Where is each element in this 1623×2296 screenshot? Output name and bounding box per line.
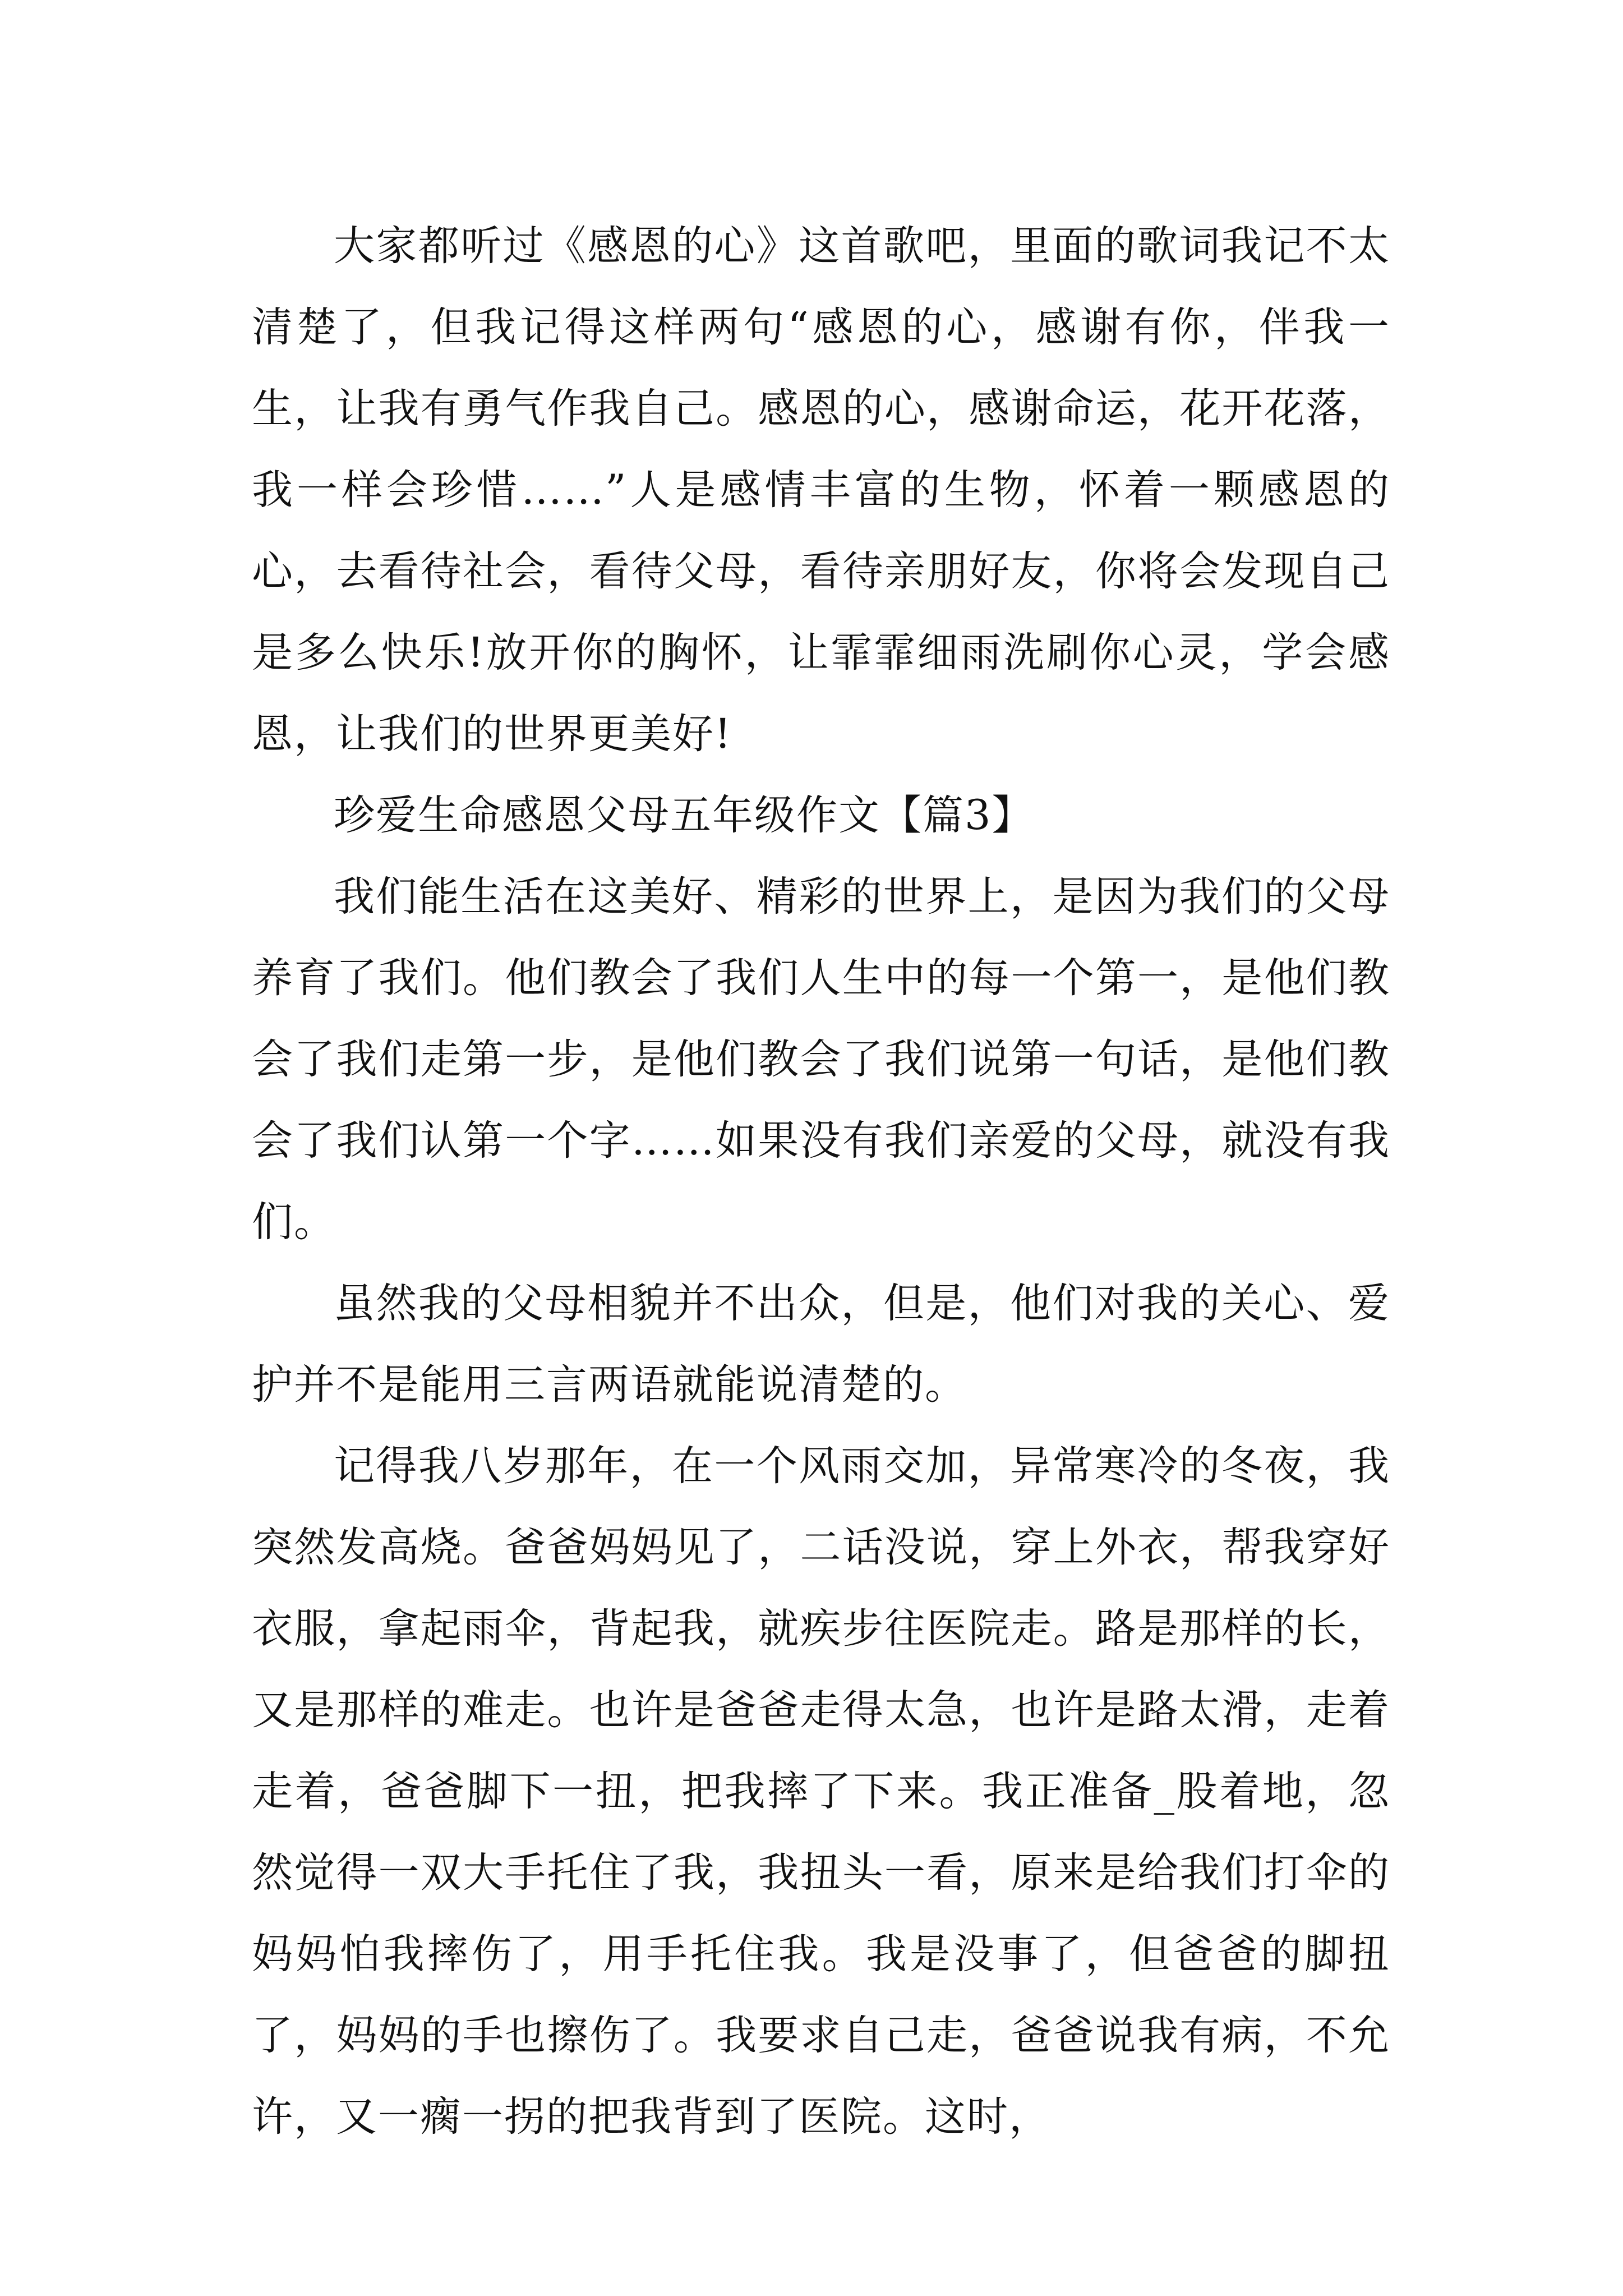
paragraph-intro: 大家都听过《感恩的心》这首歌吧，里面的歌词我记不太清楚了，但我记得这样两句“感恩的心，感谢有你，伴我一生，让我有勇气作我自己。感恩的心，感谢命运，花开花落，我一样会珍惜……”人是感情丰富的生物，怀着一颗感恩的心，去看待社会，看待父母，看待亲朋好友，你将会发现自己是多么快乐!放开你的胸怀，让霏霏细雨洗刷你心灵，学会感恩，让我们的世界更美好! (252, 222, 1390, 758)
paragraph-1: 我们能生活在这美好、精彩的世界上，是因为我们的父母养育了我们。他们教会了我们人生中的每一个第一，是他们教会了我们走第一步，是他们教会了我们说第一句话，是他们教会了我们认第一个字……如果没有我们亲爱的父母，就没有我们。 (252, 873, 1390, 1246)
document-body (252, 205, 1390, 2157)
paragraph-2: 虽然我的父母相貌并不出众，但是，他们对我的关心、爱护并不是能用三言两语就能说清楚的。 (252, 1280, 1390, 1409)
section-heading: 珍爱生命感恩父母五年级作文【篇3】 (334, 792, 1034, 839)
paragraph-3: 记得我八岁那年，在一个风雨交加，异常寒冷的冬夜，我突然发高烧。爸爸妈妈见了，二话没说，穿上外衣，帮我穿好衣服，拿起雨伞，背起我，就疾步往医院走。路是那样的长，又是那样的难走。也许是爸爸走得太急，也许是路太滑，走着走着，爸爸脚下一扭，把我摔了下来。我正准备_股着地，忽然觉得一双大手托住了我，我扭头一看，原来是给我们打伞的妈妈怕我摔伤了，用手托住我。我是没事了，但爸爸的脚扭了，妈妈的手也擦伤了。我要求自己走，爸爸说我有病，不允许，又一瘸一拐的把我背到了医院。这时， (252, 1442, 1390, 2141)
